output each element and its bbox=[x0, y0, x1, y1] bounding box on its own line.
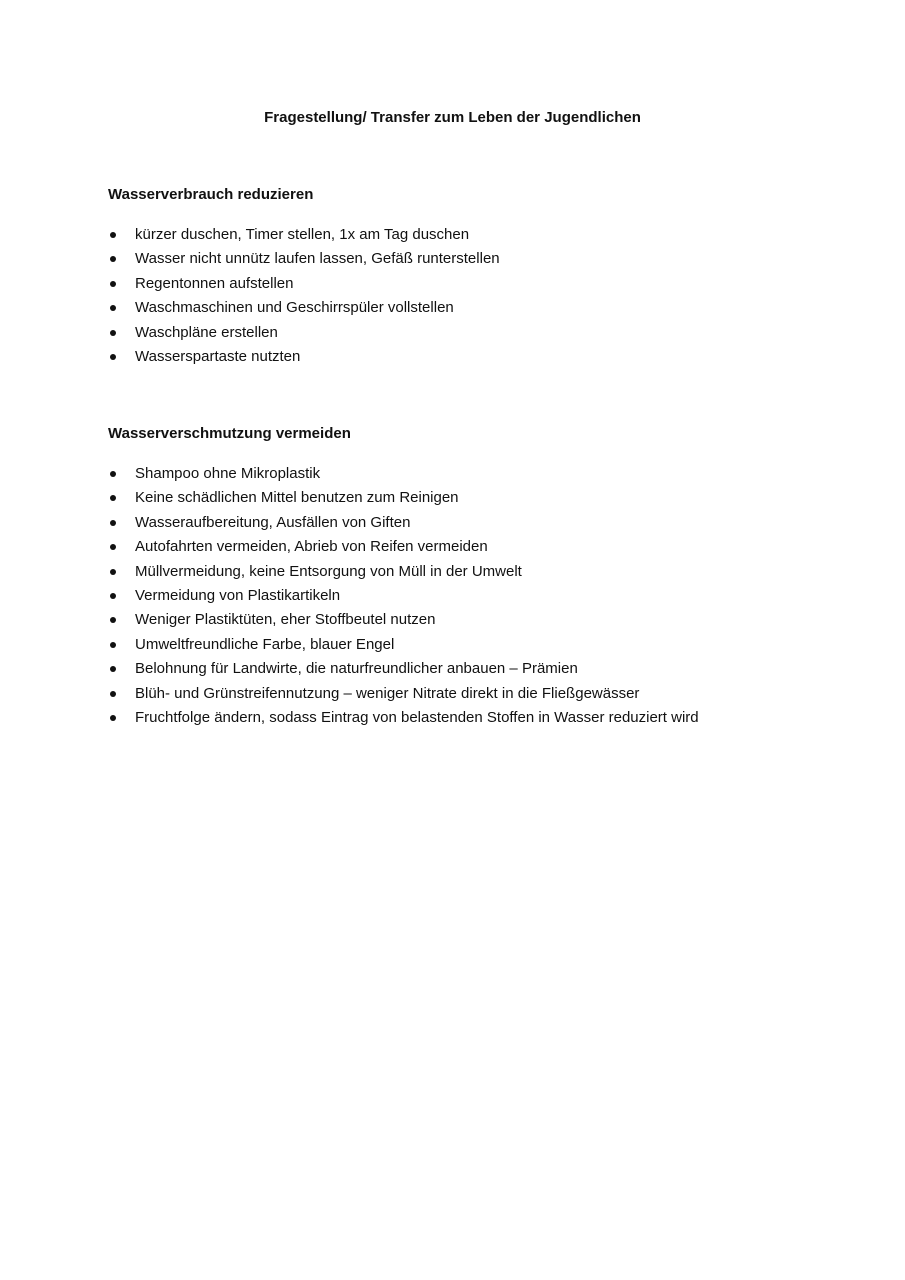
list-item-text: Shampoo ohne Mikroplastik bbox=[135, 465, 321, 482]
list-item-text: Wasser nicht unnütz laufen lassen, Gefäß runterstellen bbox=[135, 250, 500, 268]
bullet-icon bbox=[110, 330, 116, 336]
list-item-text: kürzer duschen, Timer stellen, 1x am Tag duschen bbox=[135, 226, 470, 243]
list-item bbox=[108, 585, 828, 609]
list-item-text: Wasserspartaste nutzten bbox=[135, 347, 301, 365]
list-item bbox=[108, 487, 828, 511]
page-title: Fragestellung/ Transfer zum Leben der Jugendlichen bbox=[264, 109, 641, 126]
list-item-text: Vermeidung von Plastikartikeln bbox=[135, 586, 341, 604]
list-item-text: Wasseraufbereitung, Ausfällen von Giften bbox=[135, 513, 411, 531]
bullet-icon bbox=[110, 544, 116, 550]
bullet-icon bbox=[110, 691, 116, 697]
list-item-text: Blüh- und Grünstreifennutzung – weniger Nitrate direkt in die Fließgewässer bbox=[135, 684, 640, 702]
list-item bbox=[108, 634, 828, 658]
list-item-text: Weniger Plastiktüten, eher Stoffbeutel nutzen bbox=[135, 611, 436, 629]
list-item-text: Waschmaschinen und Geschirrspüler vollstellen bbox=[135, 299, 454, 317]
section-heading-water-consumption: Wasserverbrauch reduzieren bbox=[108, 186, 314, 203]
list-item-text: Belohnung für Landwirte, die naturfreundlicher anbauen – Prämien bbox=[135, 660, 578, 678]
list-item bbox=[108, 561, 828, 585]
bullet-icon bbox=[110, 232, 116, 238]
list-item-text: Regentonnen aufstellen bbox=[135, 274, 294, 292]
list-item bbox=[108, 683, 828, 707]
bullet-icon bbox=[110, 520, 116, 526]
bullet-icon bbox=[110, 281, 116, 287]
bullet-icon bbox=[110, 569, 116, 575]
bullet-list-water-consumption bbox=[108, 224, 828, 370]
bullet-icon bbox=[110, 256, 116, 262]
list-item-text: Waschpläne erstellen bbox=[135, 323, 278, 341]
list-item bbox=[108, 512, 828, 536]
list-item bbox=[108, 609, 828, 633]
bullet-icon bbox=[110, 666, 116, 672]
list-item-text: Autofahrten vermeiden, Abrieb von Reifen vermeiden bbox=[135, 538, 488, 556]
bullet-icon bbox=[110, 593, 116, 599]
list-item-text: Umweltfreundliche Farbe, blauer Engel bbox=[135, 635, 395, 653]
bullet-list-water-pollution bbox=[108, 463, 828, 731]
list-item bbox=[108, 273, 828, 297]
list-item-text: Keine schädlichen Mittel benutzen zum Reinigen bbox=[135, 489, 459, 507]
list-item bbox=[108, 346, 828, 370]
bullet-icon bbox=[110, 495, 116, 501]
list-item bbox=[108, 536, 828, 560]
list-item bbox=[108, 463, 828, 487]
bullet-icon bbox=[110, 305, 116, 311]
list-item-text: Müllvermeidung, keine Entsorgung von Müll in der Umwelt bbox=[135, 562, 522, 580]
bullet-icon bbox=[110, 642, 116, 648]
bullet-icon bbox=[110, 354, 116, 360]
list-item-text: Fruchtfolge ändern, sodass Eintrag von belastenden Stoffen in Wasser reduziert wird bbox=[135, 708, 699, 726]
bullet-icon bbox=[110, 471, 116, 477]
section-heading-water-pollution: Wasserverschmutzung vermeiden bbox=[108, 425, 351, 442]
list-item bbox=[108, 224, 828, 248]
list-item bbox=[108, 707, 828, 731]
bullet-icon bbox=[110, 617, 116, 623]
list-item bbox=[108, 658, 828, 682]
list-item bbox=[108, 322, 828, 346]
bullet-icon bbox=[110, 715, 116, 721]
list-item bbox=[108, 248, 828, 272]
list-item bbox=[108, 297, 828, 321]
